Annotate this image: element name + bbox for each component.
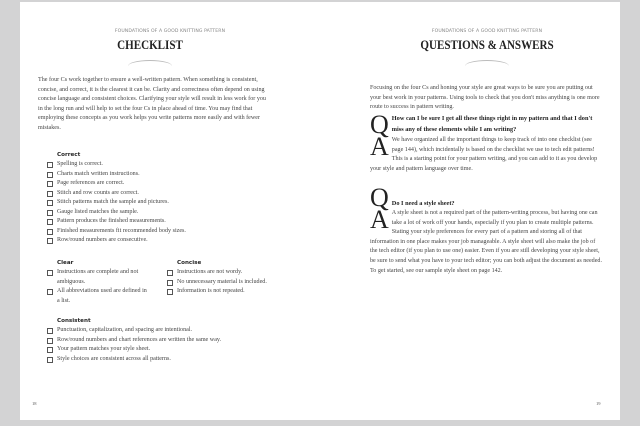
drop-cap-q: Q (370, 183, 389, 212)
clear-checklist (47, 268, 147, 306)
checkbox-icon[interactable] (47, 328, 53, 334)
checklist-item-text: Stitch and row counts are correct. (57, 189, 139, 196)
checkbox-icon[interactable] (47, 191, 53, 197)
checkbox-icon[interactable] (47, 338, 53, 344)
page-number-right: 19 (596, 401, 601, 406)
checklist-item-text: Punctuation, capitalization, and spacing are intentional. (57, 327, 193, 333)
checklist-item-text: Finished measurements fit recommended body sizes. (57, 227, 186, 234)
checkbox-icon[interactable] (47, 162, 53, 168)
checklist-item-text: Row/round numbers and chart references are written the same way. (57, 336, 222, 343)
running-head-left: FOUNDATIONS OF A GOOD KNITTING PATTERN (114, 29, 226, 34)
answer: We have organized all the important things to keep track of into one checklist (see page 144), which incidentally is based on the checklist we use to tech edit patterns! This is a starting point for your pattern writing, and you can add to it as you develop your style and pattern language over time. (370, 137, 598, 172)
checkbox-icon[interactable] (167, 270, 173, 276)
section-heading-concise: Concise (177, 260, 202, 266)
checkbox-icon[interactable] (47, 229, 53, 235)
checkbox-icon[interactable] (47, 347, 53, 353)
checklist-item-text: Pattern produces the finished measurements. (57, 218, 166, 225)
answer: A style sheet is not a required part of the pattern-writing process, but having one can take a lot of work off your hands, especially if you plan to create multiple patterns. Stating your style preferences for every part of a pattern and storing all of that information in one place makes your job manageable. A style sheet will also make the job of the tech editor (if you plan to use one) easier. Even if you are still developing your style sheet, be sure to send what you have to your tech editor; you can both adjust the document as needed. To get started, see our sample style sheet on page 142. (370, 210, 603, 274)
checklist-item (47, 179, 287, 189)
concise-checklist (167, 268, 272, 297)
checklist-item-text: Page references are correct. (57, 180, 125, 187)
intro-paragraph: The four Cs work together to ensure a well-written pattern. When something is consistent, concise, and correct, it is the clearest it can be. Clarity and correctness often depend on using concise language and consistent choices. Clarifying your style will result in less work for you in the long run and will help to set the four Cs in place ahead of time. You may find that employing these concepts as you work helps you write patterns more easily and with fewer mistakes. (38, 77, 266, 131)
title-ornament (128, 60, 172, 66)
checklist-item-text: Gauge listed matches the sample. (57, 208, 139, 215)
checklist-item (47, 160, 287, 170)
question: Do I need a style sheet? (391, 200, 455, 207)
checklist-item (47, 336, 307, 346)
correct-checklist (47, 160, 287, 246)
section-heading-consistent: Consistent (57, 318, 91, 324)
checklist-item (47, 326, 307, 336)
checkbox-icon[interactable] (47, 289, 53, 295)
checkbox-icon[interactable] (47, 238, 53, 244)
checklist-item-text: Instructions are complete and not ambiguous. (57, 269, 139, 285)
checklist-item-text: Stitch patterns match the sample and pictures. (57, 199, 169, 206)
checkbox-icon[interactable] (47, 181, 53, 187)
checklist-item (47, 189, 287, 199)
title-ornament (465, 60, 509, 66)
checklist-item-text: No unnecessary material is included. (177, 278, 267, 285)
checklist-item-text: Your pattern matches your style sheet. (57, 346, 151, 353)
checklist-item-text: All abbreviations used are defined in a list. (57, 288, 147, 304)
qa-intro: Focusing on the four Cs and honing your style are great ways to be sure you are putting out your best work in your patterns. Using tools to check that you don't miss anything is one more route to success in pattern writing. (370, 85, 600, 111)
checklist-item (47, 236, 287, 246)
checklist-item (167, 268, 272, 278)
qa-block-2 (370, 183, 603, 276)
drop-cap-a: A (370, 132, 389, 162)
page-title-right: QUESTIONS & ANSWERS (420, 37, 554, 52)
checklist-item-text: Charts match written instructions. (57, 170, 140, 177)
book-spread (20, 2, 620, 420)
checklist-item (47, 227, 287, 237)
checklist-item (47, 345, 307, 355)
checkbox-icon[interactable] (47, 210, 53, 216)
drop-cap-q: Q (370, 110, 389, 139)
running-head-right: FOUNDATIONS OF A GOOD KNITTING PATTERN (431, 29, 543, 34)
consistent-checklist (47, 326, 307, 364)
page-number-left: 18 (32, 401, 37, 406)
checklist-item (167, 278, 272, 288)
checkbox-icon[interactable] (47, 219, 53, 225)
page-title-left: CHECKLIST (117, 37, 183, 52)
checkbox-icon[interactable] (47, 172, 53, 178)
section-heading-correct: Correct (57, 152, 81, 158)
section-heading-clear: Clear (57, 260, 74, 266)
checklist-item-text: Information is not repeated. (177, 288, 245, 295)
checkbox-icon[interactable] (47, 357, 53, 363)
checklist-item (47, 287, 147, 306)
drop-cap-a: A (370, 205, 389, 234)
checklist-item-text: Instructions are not wordy. (177, 269, 243, 275)
checklist-item (47, 198, 287, 208)
checklist-item (47, 208, 287, 218)
checkbox-icon[interactable] (167, 280, 173, 286)
checklist-item-text: Spelling is correct. (57, 161, 103, 167)
qa-block-1 (370, 110, 602, 175)
checkbox-icon[interactable] (47, 270, 53, 276)
question: How can I be sure I get all these things right in my pattern and that I don't miss any of these elements while I am writing? (391, 115, 593, 133)
checklist-item (47, 355, 307, 365)
checkbox-icon[interactable] (47, 200, 53, 206)
checklist-item (47, 170, 287, 180)
checklist-item-text: Row/round numbers are consecutive. (57, 237, 148, 244)
checklist-item (47, 217, 287, 227)
checklist-item-text: Style choices are consistent across all patterns. (57, 355, 171, 362)
checklist-item (167, 287, 272, 297)
checklist-item (47, 268, 147, 287)
checkbox-icon[interactable] (167, 289, 173, 295)
